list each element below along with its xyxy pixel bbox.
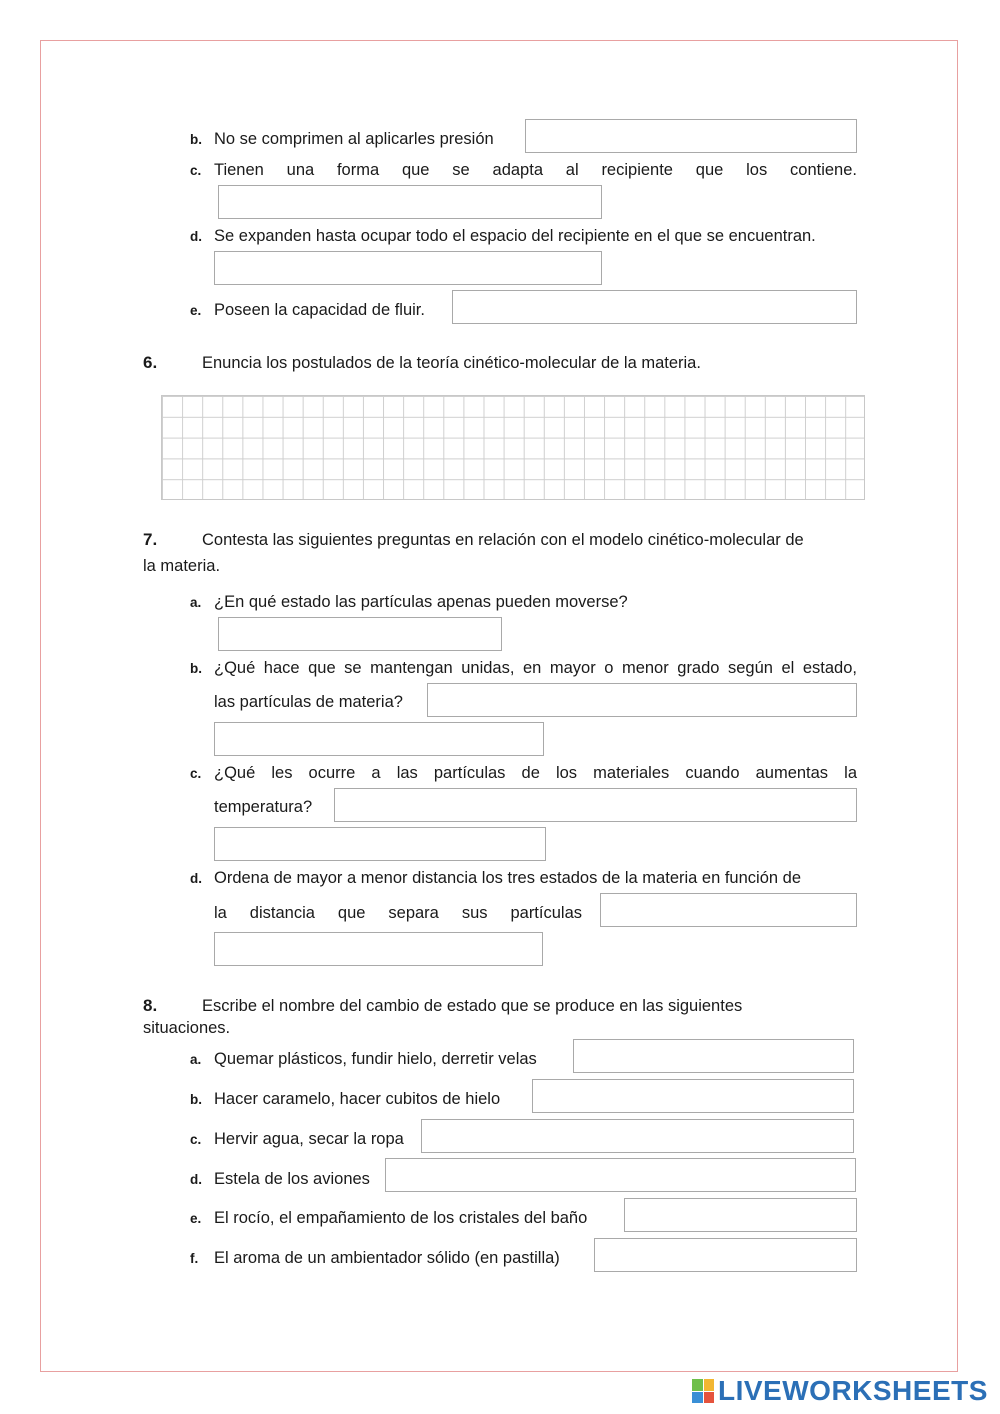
q5-d-label: d. bbox=[190, 229, 202, 244]
q7-d-answer-2[interactable] bbox=[214, 932, 543, 966]
q5-e-label: e. bbox=[190, 303, 202, 318]
q5-c-answer[interactable] bbox=[218, 185, 602, 219]
q8-f-label: f. bbox=[190, 1251, 199, 1266]
q6-answer-grid[interactable] bbox=[161, 395, 865, 500]
q8-a-answer[interactable] bbox=[573, 1039, 854, 1073]
q8-c-answer[interactable] bbox=[421, 1119, 854, 1153]
q8-e-label: e. bbox=[190, 1211, 202, 1226]
q7-d-label: d. bbox=[190, 871, 202, 886]
liveworksheets-mark-icon bbox=[692, 1379, 714, 1403]
q7-c-label: c. bbox=[190, 766, 202, 781]
q8-d-answer[interactable] bbox=[385, 1158, 856, 1192]
q8-f-answer[interactable] bbox=[594, 1238, 857, 1272]
q7-b-answer-1[interactable] bbox=[427, 683, 857, 717]
q8-e-text: El rocío, el empañamiento de los cristales del baño bbox=[214, 1209, 588, 1227]
q5-b-text: No se comprimen al aplicarles presión bbox=[214, 130, 494, 148]
q7-d-answer-1[interactable] bbox=[600, 893, 857, 927]
q7-c-answer-2[interactable] bbox=[214, 827, 546, 861]
q6-number: 6. bbox=[143, 353, 158, 372]
q7-a-answer[interactable] bbox=[218, 617, 502, 651]
q7-number: 7. bbox=[143, 530, 158, 549]
q5-b-answer[interactable] bbox=[525, 119, 857, 153]
q5-e-text: Poseen la capacidad de fluir. bbox=[214, 301, 425, 319]
q8-c-text: Hervir agua, secar la ropa bbox=[214, 1130, 404, 1148]
q8-b-answer[interactable] bbox=[532, 1079, 854, 1113]
q5-d-text: Se expanden hasta ocupar todo el espacio del recipiente en el que se encuentran. bbox=[214, 227, 816, 245]
q8-d-label: d. bbox=[190, 1172, 202, 1187]
q7-d-line2: la distancia que separa sus partículas bbox=[214, 904, 582, 922]
q8-a-text: Quemar plásticos, fundir hielo, derretir velas bbox=[214, 1050, 537, 1068]
q5-e-answer[interactable] bbox=[452, 290, 857, 324]
q7-a-text: ¿En qué estado las partículas apenas pueden moverse? bbox=[214, 593, 628, 611]
q7-b-line1: ¿Qué hace que se mantengan unidas, en mayor o menor grado según el estado, bbox=[214, 659, 857, 677]
q6-text: Enuncia los postulados de la teoría cinético-molecular de la materia. bbox=[202, 354, 701, 372]
q8-b-text: Hacer caramelo, hacer cubitos de hielo bbox=[214, 1090, 501, 1108]
q7-b-answer-2[interactable] bbox=[214, 722, 544, 756]
q7-c-line1: ¿Qué les ocurre a las partículas de los materiales cuando aumentas la bbox=[214, 764, 857, 782]
q5-b-label: b. bbox=[190, 132, 202, 147]
q8-text-line2: situaciones. bbox=[143, 1019, 231, 1037]
q8-text-line1: Escribe el nombre del cambio de estado que se produce en las siguientes bbox=[202, 997, 743, 1015]
q5-d-answer[interactable] bbox=[214, 251, 602, 285]
liveworksheets-brand: LIVEWORKSHEETS bbox=[718, 1375, 988, 1406]
q8-number: 8. bbox=[143, 996, 158, 1015]
liveworksheets-logo bbox=[692, 1374, 988, 1408]
q7-b-line2: las partículas de materia? bbox=[214, 693, 403, 711]
q8-c-label: c. bbox=[190, 1132, 202, 1147]
q7-d-line1: Ordena de mayor a menor distancia los tres estados de la materia en función de bbox=[214, 869, 801, 887]
q5-c-label: c. bbox=[190, 163, 202, 178]
q5-c-text: Tienen una forma que se adapta al recipiente que los contiene. bbox=[214, 161, 857, 179]
q8-b-label: b. bbox=[190, 1092, 202, 1107]
q8-d-text: Estela de los aviones bbox=[214, 1170, 370, 1188]
q7-b-label: b. bbox=[190, 661, 202, 676]
q7-text-line1: Contesta las siguientes preguntas en relación con el modelo cinético-molecular de bbox=[202, 531, 804, 549]
q7-a-label: a. bbox=[190, 595, 202, 610]
q7-c-line2: temperatura? bbox=[214, 798, 313, 816]
q7-text-line2: la materia. bbox=[143, 557, 221, 575]
q7-c-answer-1[interactable] bbox=[334, 788, 857, 822]
q8-f-text: El aroma de un ambientador sólido (en pastilla) bbox=[214, 1249, 560, 1267]
q8-a-label: a. bbox=[190, 1052, 202, 1067]
q8-e-answer[interactable] bbox=[624, 1198, 857, 1232]
